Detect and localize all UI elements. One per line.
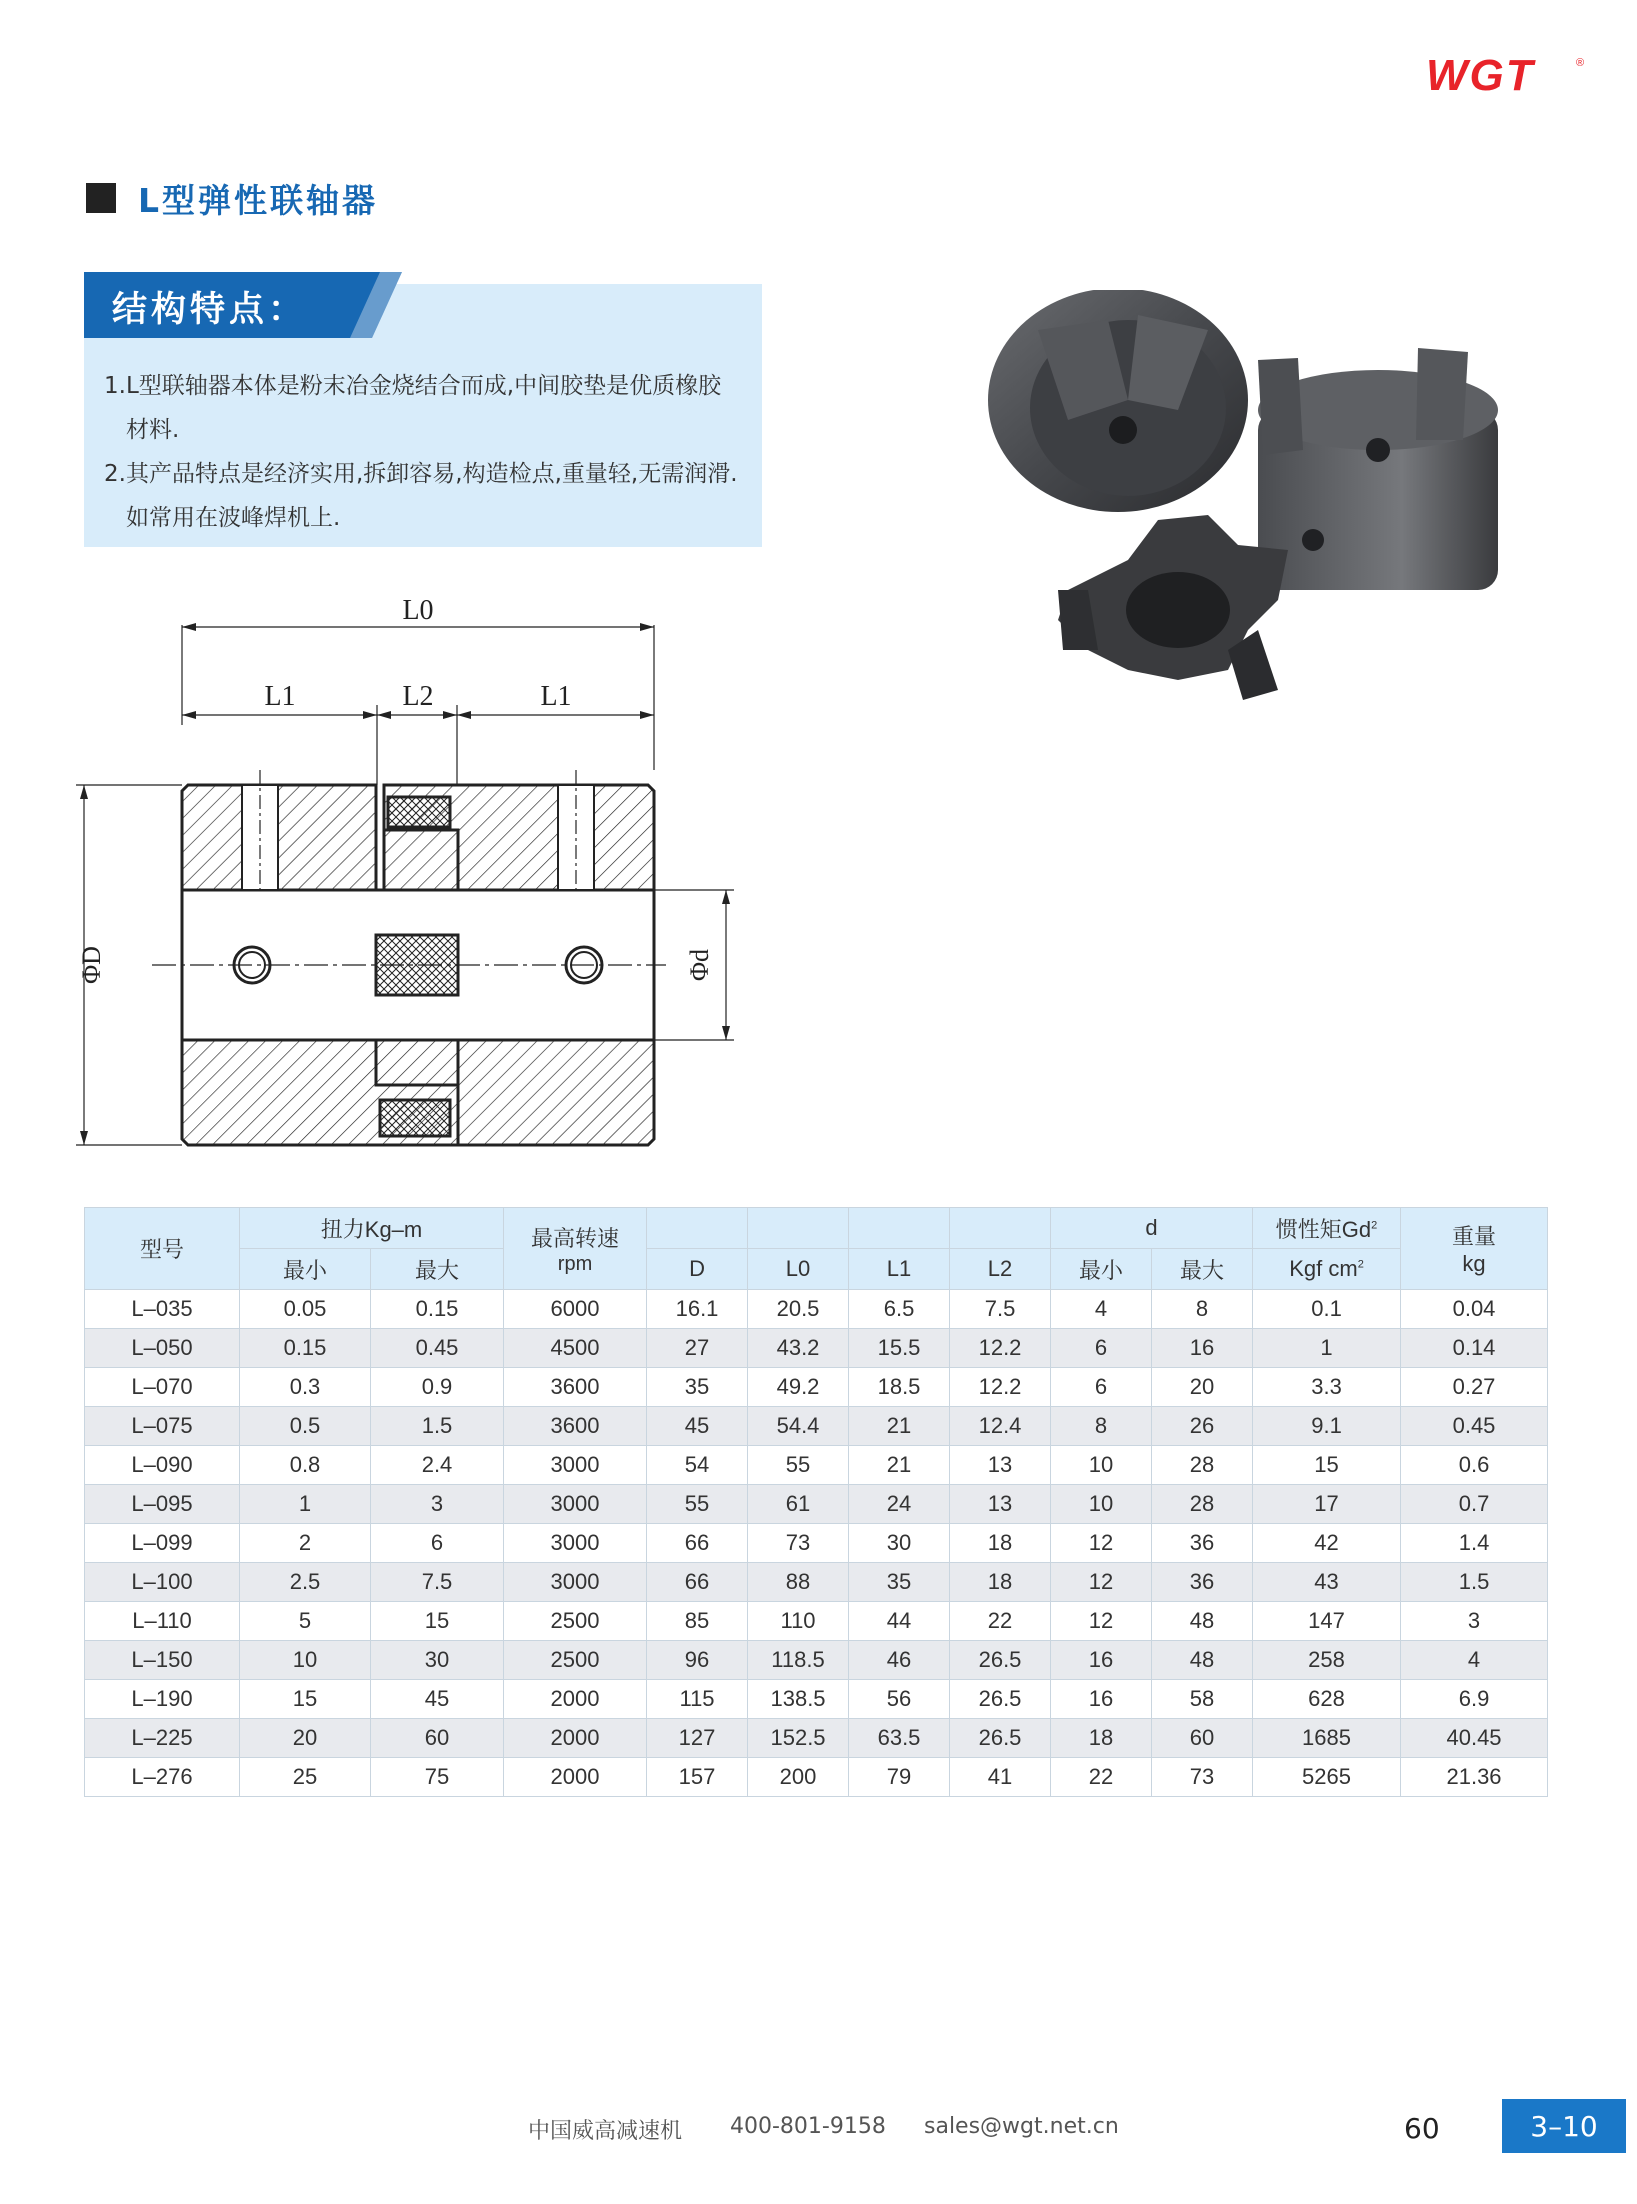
features-list — [104, 364, 744, 540]
header-D-top — [647, 1208, 748, 1249]
cell-weight: 21.36 — [1401, 1758, 1548, 1797]
cell-D: 54 — [647, 1446, 748, 1485]
cell-L0: 43.2 — [748, 1329, 849, 1368]
cell-max-speed: 3000 — [504, 1524, 647, 1563]
cell-d-min: 12 — [1051, 1524, 1152, 1563]
cell-torque-max: 75 — [371, 1758, 504, 1797]
cell-L1: 21 — [849, 1407, 950, 1446]
cell-L2: 26.5 — [950, 1641, 1051, 1680]
header-inertia-label: 惯性矩Gd — [1275, 1216, 1372, 1242]
cell-inertia: 17 — [1253, 1485, 1401, 1524]
table-row — [85, 1719, 1548, 1758]
cell-torque-max: 1.5 — [371, 1407, 504, 1446]
table-row — [85, 1368, 1548, 1407]
cell-d-max: 73 — [1152, 1758, 1253, 1797]
cell-max-speed: 2000 — [504, 1719, 647, 1758]
cell-D: 35 — [647, 1368, 748, 1407]
cell-inertia: 1 — [1253, 1329, 1401, 1368]
cell-torque-max: 0.45 — [371, 1329, 504, 1368]
cell-model: L–100 — [85, 1563, 240, 1602]
cell-L1: 24 — [849, 1485, 950, 1524]
cell-weight: 3 — [1401, 1602, 1548, 1641]
coupling-dimension-drawing — [76, 585, 756, 1165]
cell-torque-max: 7.5 — [371, 1563, 504, 1602]
cell-model: L–099 — [85, 1524, 240, 1563]
section-tab: 3–10 — [1502, 2099, 1626, 2153]
cell-D: 16.1 — [647, 1290, 748, 1329]
cell-torque-max: 0.15 — [371, 1290, 504, 1329]
header-inertia-unit — [1253, 1249, 1401, 1290]
cell-L0: 200 — [748, 1758, 849, 1797]
cell-L0: 73 — [748, 1524, 849, 1563]
table-row — [85, 1758, 1548, 1797]
cell-L1: 35 — [849, 1563, 950, 1602]
cell-L1: 79 — [849, 1758, 950, 1797]
cell-torque-min: 0.8 — [240, 1446, 371, 1485]
cell-d-min: 10 — [1051, 1446, 1152, 1485]
cell-D: 127 — [647, 1719, 748, 1758]
cell-L1: 56 — [849, 1680, 950, 1719]
cell-L0: 88 — [748, 1563, 849, 1602]
feature-item-2: 2.其产品特点是经济实用,拆卸容易,构造检点,重量轻,无需润滑.如常用在波峰焊机上. — [104, 461, 738, 531]
cell-inertia: 5265 — [1253, 1758, 1401, 1797]
cell-inertia: 628 — [1253, 1680, 1401, 1719]
page-title: L型弹性联轴器 — [138, 180, 379, 220]
cell-d-max: 36 — [1152, 1563, 1253, 1602]
cell-L1: 15.5 — [849, 1329, 950, 1368]
cell-model: L–035 — [85, 1290, 240, 1329]
header-model: 型号 — [85, 1208, 240, 1290]
cell-L2: 7.5 — [950, 1290, 1051, 1329]
cell-weight: 0.14 — [1401, 1329, 1548, 1368]
cell-D: 157 — [647, 1758, 748, 1797]
wgt-logo — [1426, 52, 1590, 96]
table-row — [85, 1485, 1548, 1524]
cell-d-min: 16 — [1051, 1641, 1152, 1680]
cell-torque-min: 20 — [240, 1719, 371, 1758]
cell-d-min: 6 — [1051, 1329, 1152, 1368]
cell-max-speed: 3000 — [504, 1446, 647, 1485]
cell-L2: 13 — [950, 1446, 1051, 1485]
page-number: 60 — [1404, 2112, 1440, 2145]
header-weight-label: 重量 — [1452, 1224, 1497, 1249]
cell-d-min: 4 — [1051, 1290, 1152, 1329]
cell-inertia: 258 — [1253, 1641, 1401, 1680]
coupling-product-photo — [958, 290, 1528, 720]
cell-d-max: 28 — [1152, 1446, 1253, 1485]
header-weight — [1401, 1208, 1548, 1290]
header-speed-label: 最高转速 — [531, 1225, 620, 1251]
cell-torque-max: 0.9 — [371, 1368, 504, 1407]
cell-inertia: 0.1 — [1253, 1290, 1401, 1329]
table-row — [85, 1563, 1548, 1602]
cell-torque-min: 0.15 — [240, 1329, 371, 1368]
cell-L0: 20.5 — [748, 1290, 849, 1329]
dim-L2: L2 — [402, 681, 434, 712]
cell-D: 27 — [647, 1329, 748, 1368]
cell-d-max: 60 — [1152, 1719, 1253, 1758]
cell-torque-min: 0.05 — [240, 1290, 371, 1329]
dim-L0: L0 — [402, 595, 434, 626]
cell-weight: 0.27 — [1401, 1368, 1548, 1407]
table-row — [85, 1290, 1548, 1329]
cell-max-speed: 2500 — [504, 1641, 647, 1680]
header-L2-top — [950, 1208, 1051, 1249]
features-heading: 结构特点： — [112, 290, 308, 330]
cell-torque-min: 2 — [240, 1524, 371, 1563]
cell-weight: 0.45 — [1401, 1407, 1548, 1446]
cell-L1: 18.5 — [849, 1368, 950, 1407]
footer-phone: 400-801-9158 — [730, 2114, 886, 2139]
cell-L1: 44 — [849, 1602, 950, 1641]
cell-torque-min: 1 — [240, 1485, 371, 1524]
cell-torque-min: 0.3 — [240, 1368, 371, 1407]
cell-inertia: 147 — [1253, 1602, 1401, 1641]
table-row — [85, 1329, 1548, 1368]
cell-model: L–225 — [85, 1719, 240, 1758]
header-weight-unit: kg — [1462, 1251, 1486, 1276]
cell-model: L–075 — [85, 1407, 240, 1446]
cell-d-max: 26 — [1152, 1407, 1253, 1446]
cell-D: 85 — [647, 1602, 748, 1641]
cell-L2: 22 — [950, 1602, 1051, 1641]
cell-model: L–150 — [85, 1641, 240, 1680]
cell-model: L–070 — [85, 1368, 240, 1407]
cell-torque-min: 2.5 — [240, 1563, 371, 1602]
cell-max-speed: 4500 — [504, 1329, 647, 1368]
cell-weight: 1.4 — [1401, 1524, 1548, 1563]
cell-d-min: 18 — [1051, 1719, 1152, 1758]
logo-text: WGT — [1426, 52, 1535, 96]
cell-model: L–090 — [85, 1446, 240, 1485]
cell-inertia: 42 — [1253, 1524, 1401, 1563]
cell-L2: 18 — [950, 1524, 1051, 1563]
cell-L1: 21 — [849, 1446, 950, 1485]
header-speed — [504, 1208, 647, 1290]
cell-d-min: 12 — [1051, 1563, 1152, 1602]
cell-d-max: 36 — [1152, 1524, 1253, 1563]
cell-max-speed: 3600 — [504, 1368, 647, 1407]
cell-model: L–190 — [85, 1680, 240, 1719]
cell-max-speed: 6000 — [504, 1290, 647, 1329]
table-row — [85, 1446, 1548, 1485]
cell-L0: 118.5 — [748, 1641, 849, 1680]
cell-d-max: 48 — [1152, 1641, 1253, 1680]
cell-L0: 138.5 — [748, 1680, 849, 1719]
header-torque-max: 最大 — [371, 1249, 504, 1290]
cell-d-max: 20 — [1152, 1368, 1253, 1407]
spec-table — [84, 1207, 1548, 1797]
cell-L0: 49.2 — [748, 1368, 849, 1407]
cell-L0: 110 — [748, 1602, 849, 1641]
table-row — [85, 1641, 1548, 1680]
header-torque-min: 最小 — [240, 1249, 371, 1290]
title-square-icon — [86, 183, 116, 213]
cell-max-speed: 2000 — [504, 1758, 647, 1797]
cell-d-min: 10 — [1051, 1485, 1152, 1524]
cell-D: 96 — [647, 1641, 748, 1680]
table-row — [85, 1602, 1548, 1641]
cell-L1: 46 — [849, 1641, 950, 1680]
header-d-min: 最小 — [1051, 1249, 1152, 1290]
cell-inertia: 43 — [1253, 1563, 1401, 1602]
header-d: d — [1051, 1208, 1253, 1249]
cell-weight: 4 — [1401, 1641, 1548, 1680]
cell-L2: 12.4 — [950, 1407, 1051, 1446]
header-L2: L2 — [950, 1249, 1051, 1290]
cell-torque-min: 15 — [240, 1680, 371, 1719]
cell-L1: 6.5 — [849, 1290, 950, 1329]
cell-torque-min: 0.5 — [240, 1407, 371, 1446]
cell-weight: 0.04 — [1401, 1290, 1548, 1329]
dim-L1-left: L1 — [264, 681, 296, 712]
registered-mark: ® — [1576, 57, 1585, 69]
header-L1-top — [849, 1208, 950, 1249]
cell-L1: 30 — [849, 1524, 950, 1563]
cell-model: L–095 — [85, 1485, 240, 1524]
cell-torque-max: 60 — [371, 1719, 504, 1758]
cell-weight: 0.6 — [1401, 1446, 1548, 1485]
footer-email[interactable]: sales@wgt.net.cn — [924, 2114, 1119, 2139]
cell-D: 45 — [647, 1407, 748, 1446]
cell-max-speed: 3000 — [504, 1485, 647, 1524]
cell-D: 66 — [647, 1524, 748, 1563]
cell-torque-max: 45 — [371, 1680, 504, 1719]
cell-L2: 26.5 — [950, 1719, 1051, 1758]
header-D: D — [647, 1249, 748, 1290]
header-d-max: 最大 — [1152, 1249, 1253, 1290]
cell-torque-max: 2.4 — [371, 1446, 504, 1485]
cell-d-max: 58 — [1152, 1680, 1253, 1719]
cell-model: L–276 — [85, 1758, 240, 1797]
table-row — [85, 1407, 1548, 1446]
header-inertia-sup: 2 — [1371, 1219, 1378, 1232]
cell-inertia: 9.1 — [1253, 1407, 1401, 1446]
dim-phiD: ΦD — [77, 946, 106, 984]
cell-L0: 61 — [748, 1485, 849, 1524]
cell-L1: 63.5 — [849, 1719, 950, 1758]
cell-torque-max: 15 — [371, 1602, 504, 1641]
cell-d-max: 16 — [1152, 1329, 1253, 1368]
cell-weight: 1.5 — [1401, 1563, 1548, 1602]
cell-L0: 54.4 — [748, 1407, 849, 1446]
cell-d-max: 48 — [1152, 1602, 1253, 1641]
cell-L0: 55 — [748, 1446, 849, 1485]
dim-L1-right: L1 — [540, 681, 572, 712]
cell-d-max: 28 — [1152, 1485, 1253, 1524]
cell-L2: 41 — [950, 1758, 1051, 1797]
cell-max-speed: 2000 — [504, 1680, 647, 1719]
header-inertia-unit-label: Kgf cm — [1289, 1256, 1358, 1281]
cell-torque-max: 30 — [371, 1641, 504, 1680]
header-inertia-unit-sup: 2 — [1357, 1258, 1364, 1271]
footer-company: 中国威高减速机 — [528, 2119, 683, 2144]
cell-D: 66 — [647, 1563, 748, 1602]
cell-weight: 6.9 — [1401, 1680, 1548, 1719]
cell-torque-min: 5 — [240, 1602, 371, 1641]
cell-weight: 40.45 — [1401, 1719, 1548, 1758]
cell-L2: 12.2 — [950, 1329, 1051, 1368]
header-L1: L1 — [849, 1249, 950, 1290]
cell-L2: 18 — [950, 1563, 1051, 1602]
header-L0-top — [748, 1208, 849, 1249]
cell-d-min: 6 — [1051, 1368, 1152, 1407]
cell-max-speed: 3600 — [504, 1407, 647, 1446]
cell-torque-min: 25 — [240, 1758, 371, 1797]
cell-d-max: 8 — [1152, 1290, 1253, 1329]
feature-item-1: 1.L型联轴器本体是粉末冶金烧结合而成,中间胶垫是优质橡胶材料. — [104, 373, 722, 443]
cell-torque-min: 10 — [240, 1641, 371, 1680]
cell-L2: 12.2 — [950, 1368, 1051, 1407]
cell-d-min: 8 — [1051, 1407, 1152, 1446]
cell-model: L–110 — [85, 1602, 240, 1641]
table-row — [85, 1680, 1548, 1719]
header-speed-unit: rpm — [557, 1252, 593, 1275]
header-L0: L0 — [748, 1249, 849, 1290]
cell-D: 55 — [647, 1485, 748, 1524]
cell-weight: 0.7 — [1401, 1485, 1548, 1524]
cell-model: L–050 — [85, 1329, 240, 1368]
cell-L2: 26.5 — [950, 1680, 1051, 1719]
dim-phid: Φd — [685, 948, 714, 982]
section-title — [86, 178, 378, 218]
cell-d-min: 16 — [1051, 1680, 1152, 1719]
features-heading-banner — [84, 272, 402, 338]
cell-inertia: 15 — [1253, 1446, 1401, 1485]
cell-torque-max: 3 — [371, 1485, 504, 1524]
header-inertia — [1253, 1208, 1401, 1249]
cell-max-speed: 2500 — [504, 1602, 647, 1641]
cell-L2: 13 — [950, 1485, 1051, 1524]
cell-inertia: 1685 — [1253, 1719, 1401, 1758]
cell-L0: 152.5 — [748, 1719, 849, 1758]
cell-inertia: 3.3 — [1253, 1368, 1401, 1407]
header-torque: 扭力Kg–m — [240, 1208, 504, 1249]
cell-torque-max: 6 — [371, 1524, 504, 1563]
spec-table-body — [85, 1290, 1548, 1797]
cell-max-speed: 3000 — [504, 1563, 647, 1602]
cell-d-min: 12 — [1051, 1602, 1152, 1641]
table-row — [85, 1524, 1548, 1563]
cell-D: 115 — [647, 1680, 748, 1719]
cell-d-min: 22 — [1051, 1758, 1152, 1797]
